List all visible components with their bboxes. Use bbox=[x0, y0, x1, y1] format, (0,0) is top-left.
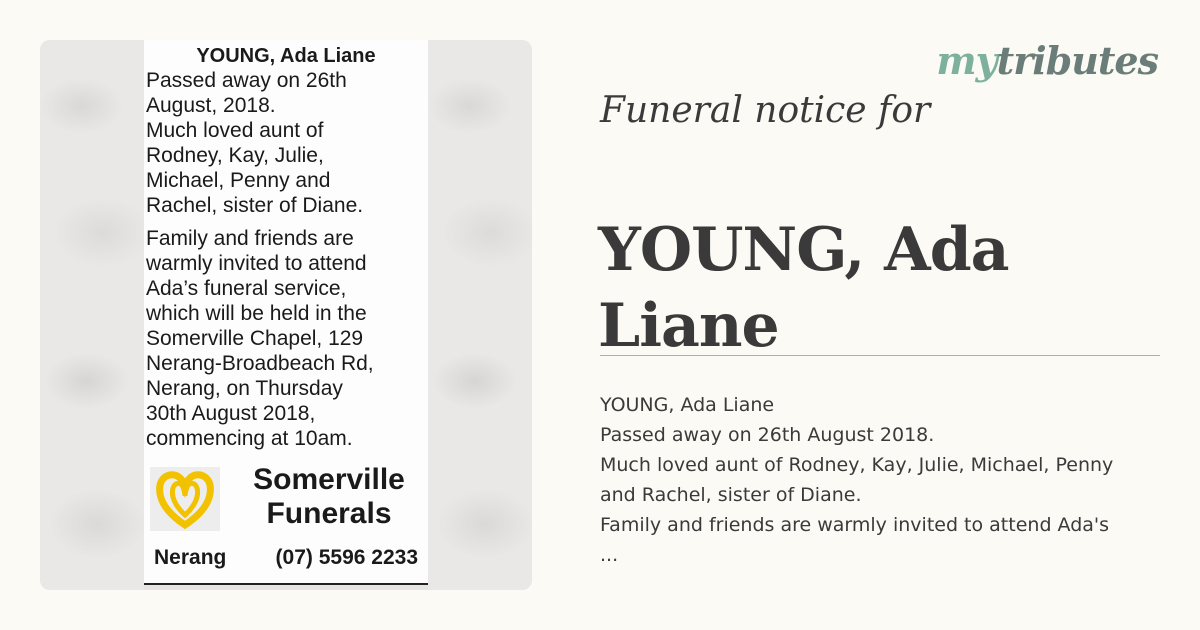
clipping-line: Nerang-Broadbeach Rd, bbox=[146, 352, 374, 375]
clipping-line: Nerang, on Thursday bbox=[146, 377, 343, 400]
clipping-line: August, 2018. bbox=[146, 94, 276, 117]
funeral-home-logo bbox=[148, 463, 424, 535]
newspaper-clipping bbox=[144, 40, 428, 585]
funeral-home-location: Nerang bbox=[154, 546, 227, 569]
brand-logo-tributes: tributes bbox=[996, 38, 1158, 83]
clipping-line: Family and friends are bbox=[146, 227, 354, 250]
summary-line: ... bbox=[600, 544, 619, 566]
clipping-paragraph-2 bbox=[144, 226, 428, 451]
summary-line: and Rachel, sister of Diane. bbox=[600, 484, 862, 506]
clipping-line: Much loved aunt of bbox=[146, 119, 324, 142]
summary-line: Passed away on 26th August 2018. bbox=[600, 424, 935, 446]
summary-line: Family and friends are warmly invited to attend Ada's bbox=[600, 514, 1110, 536]
funeral-home-contact bbox=[148, 545, 424, 571]
clipping-line: Passed away on 26th bbox=[146, 69, 347, 92]
divider bbox=[600, 355, 1160, 356]
clipping-paragraph-1 bbox=[144, 68, 428, 218]
clipping-line: which will be held in the bbox=[146, 302, 367, 325]
funeral-home-name-line: Somerville bbox=[253, 463, 405, 496]
mytributes-logo[interactable] bbox=[936, 38, 1158, 83]
deceased-name-heading: YOUNG, Ada Liane bbox=[598, 215, 1009, 361]
funeral-home-name bbox=[234, 463, 424, 531]
clipping-line: Ada’s funeral service, bbox=[146, 277, 347, 300]
blurred-background-right bbox=[428, 40, 532, 590]
notice-image-panel bbox=[40, 40, 532, 590]
funeral-home-name-line: Funerals bbox=[266, 497, 392, 530]
clipping-line: 30th August 2018, bbox=[146, 402, 316, 425]
heart-logo-icon bbox=[150, 467, 220, 531]
clipping-line: Somerville Chapel, 129 bbox=[146, 327, 364, 350]
blurred-background-left bbox=[40, 40, 144, 590]
notice-subtitle: Funeral notice for bbox=[600, 90, 931, 131]
notice-summary bbox=[600, 390, 1160, 570]
clipping-deceased-name: YOUNG, Ada Liane bbox=[196, 45, 376, 67]
funeral-home-phone: (07) 5596 2233 bbox=[275, 546, 418, 569]
summary-line: YOUNG, Ada Liane bbox=[600, 394, 775, 416]
clipping-line: Rodney, Kay, Julie, bbox=[146, 144, 324, 167]
clipping-line: commencing at 10am. bbox=[146, 427, 353, 450]
clipping-line: Rachel, sister of Diane. bbox=[146, 194, 364, 217]
clipping-line: Michael, Penny and bbox=[146, 169, 331, 192]
summary-line: Much loved aunt of Rodney, Kay, Julie, Michael, Penny bbox=[600, 454, 1114, 476]
clipping-line: warmly invited to attend bbox=[146, 252, 367, 275]
brand-logo-my: my bbox=[936, 38, 997, 83]
